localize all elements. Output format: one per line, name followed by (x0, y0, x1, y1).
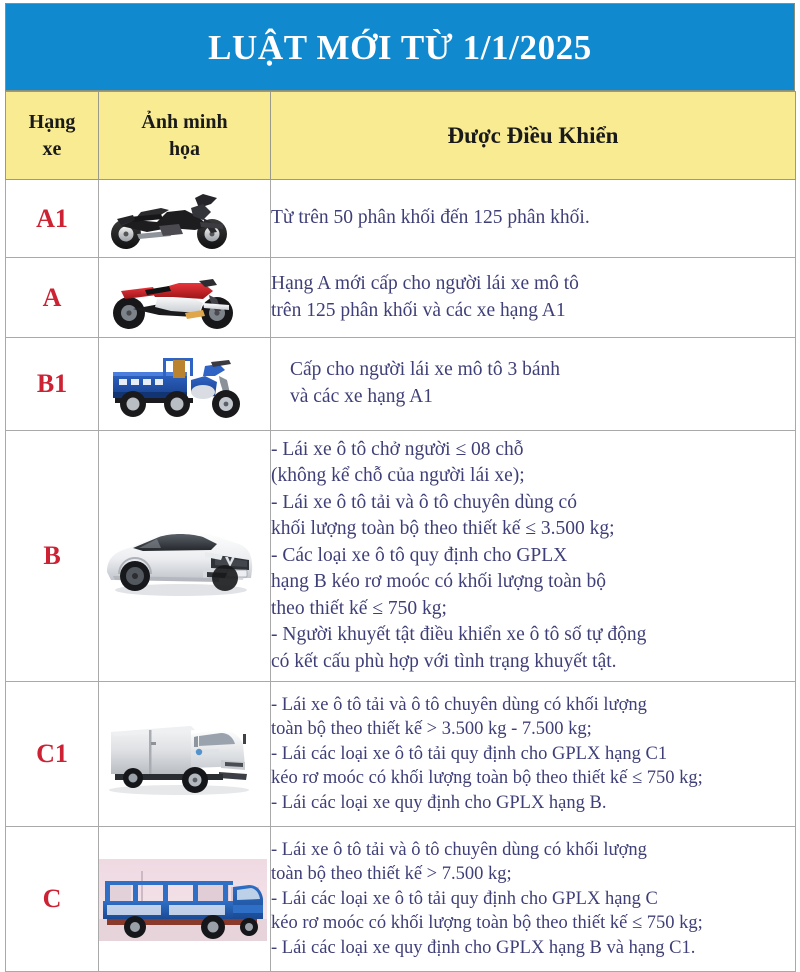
description-line: Hạng A mới cấp cho người lái xe mô tô (271, 272, 579, 294)
blue-flatbed-truck-photo (99, 847, 270, 951)
column-header-class (6, 92, 99, 180)
table-row (6, 431, 796, 682)
table-row (6, 180, 796, 258)
description-line: - Lái các loại xe ô tô tải quy định cho GPLX hạng C1 (271, 743, 668, 764)
vehicle-image-cell-c (99, 827, 271, 972)
description-cell-a1 (271, 180, 796, 258)
license-class-table (5, 91, 796, 972)
class-label-b: B (6, 431, 99, 682)
column-header-image-line2: họa (168, 137, 201, 160)
table-row (6, 682, 796, 827)
description-line: toàn bộ theo thiết kế > 7.500 kg; (271, 864, 512, 885)
description-line: theo thiết kế ≤ 750 kg; (271, 597, 447, 619)
column-header-description: Được Điều Khiển (271, 92, 796, 180)
column-header-image-line1: Ảnh minh (141, 110, 228, 133)
description-cell-a (271, 258, 796, 338)
table-row (6, 258, 796, 338)
description-line: (không kể chỗ của người lái xe); (271, 465, 525, 487)
description-line: trên 125 phân khối và các xe hạng A1 (271, 299, 566, 321)
sport-motorcycle-photo (99, 263, 270, 333)
column-header-image (99, 92, 271, 180)
class-label-a: A (6, 258, 99, 338)
description-line: - Lái xe ô tô chở người ≤ 08 chỗ (271, 438, 524, 460)
column-header-class-line2: xe (42, 137, 62, 160)
table-header-row (6, 92, 796, 180)
page-title: LUẬT MỚI TỪ 1/1/2025 (208, 27, 592, 67)
banner (5, 3, 795, 91)
description-line: - Người khuyết tật điều khiển xe ô tô số tự động (271, 624, 647, 646)
description-line: - Lái các loại xe ô tô tải quy định cho GPLX hạng C (271, 888, 658, 909)
description-cell-b (271, 431, 796, 682)
description-cell-b1 (271, 338, 796, 431)
description-line: - Lái xe ô tô tải và ô tô chuyên dùng có khối lượng (271, 839, 647, 860)
white-box-truck-photo (99, 704, 270, 804)
description-cell-c1 (271, 682, 796, 827)
description-line: - Lái các loại xe quy định cho GPLX hạng B. (271, 792, 607, 813)
vehicle-image-cell-c1 (99, 682, 271, 827)
description-line: và các xe hạng A1 (290, 386, 433, 407)
description-line: Từ trên 50 phân khối đến 125 phân khối. (271, 207, 590, 229)
vehicle-image-cell-b1 (99, 338, 271, 431)
description-line: kéo rơ moóc có khối lượng toàn bộ theo thiết kế ≤ 750 kg; (271, 768, 703, 789)
class-label-c1: C1 (6, 682, 99, 827)
description-line: - Lái xe ô tô tải và ô tô chuyên dùng có (271, 491, 577, 513)
class-label-c: C (6, 827, 99, 972)
description-line: - Lái các loại xe quy định cho GPLX hạng B và hạng C1. (271, 937, 696, 958)
description-line: có kết cấu phù hợp với tình trạng khuyết tật. (271, 650, 617, 672)
vehicle-image-cell-b (99, 431, 271, 682)
description-line: Cấp cho người lái xe mô tô 3 bánh (290, 359, 561, 381)
column-header-class-line1: Hạng (28, 110, 76, 133)
description-line: khối lượng toàn bộ theo thiết kế ≤ 3.500 kg; (271, 518, 615, 540)
three-wheeled-cargo-motorcycle-photo (99, 346, 270, 422)
class-label-b1: B1 (6, 338, 99, 431)
description-cell-c (271, 827, 796, 972)
description-line: - Các loại xe ô tô quy định cho GPLX (271, 544, 568, 566)
description-line: kéo rơ moóc có khối lượng toàn bộ theo thiết kế ≤ 750 kg; (271, 913, 703, 934)
description-line: toàn bộ theo thiết kế > 3.500 kg - 7.500 kg; (271, 719, 592, 740)
vehicle-image-cell-a (99, 258, 271, 338)
description-line: - Lái xe ô tô tải và ô tô chuyên dùng có khối lượng (271, 694, 647, 715)
white-sedan-car-photo (99, 510, 270, 602)
class-label-a1: A1 (6, 180, 99, 258)
description-line: hạng B kéo rơ moóc có khối lượng toàn bộ (271, 571, 607, 593)
table-row (6, 338, 796, 431)
vehicle-image-cell-a1 (99, 180, 271, 258)
underbone-motorcycle-photo (99, 186, 270, 252)
table-row (6, 827, 796, 972)
